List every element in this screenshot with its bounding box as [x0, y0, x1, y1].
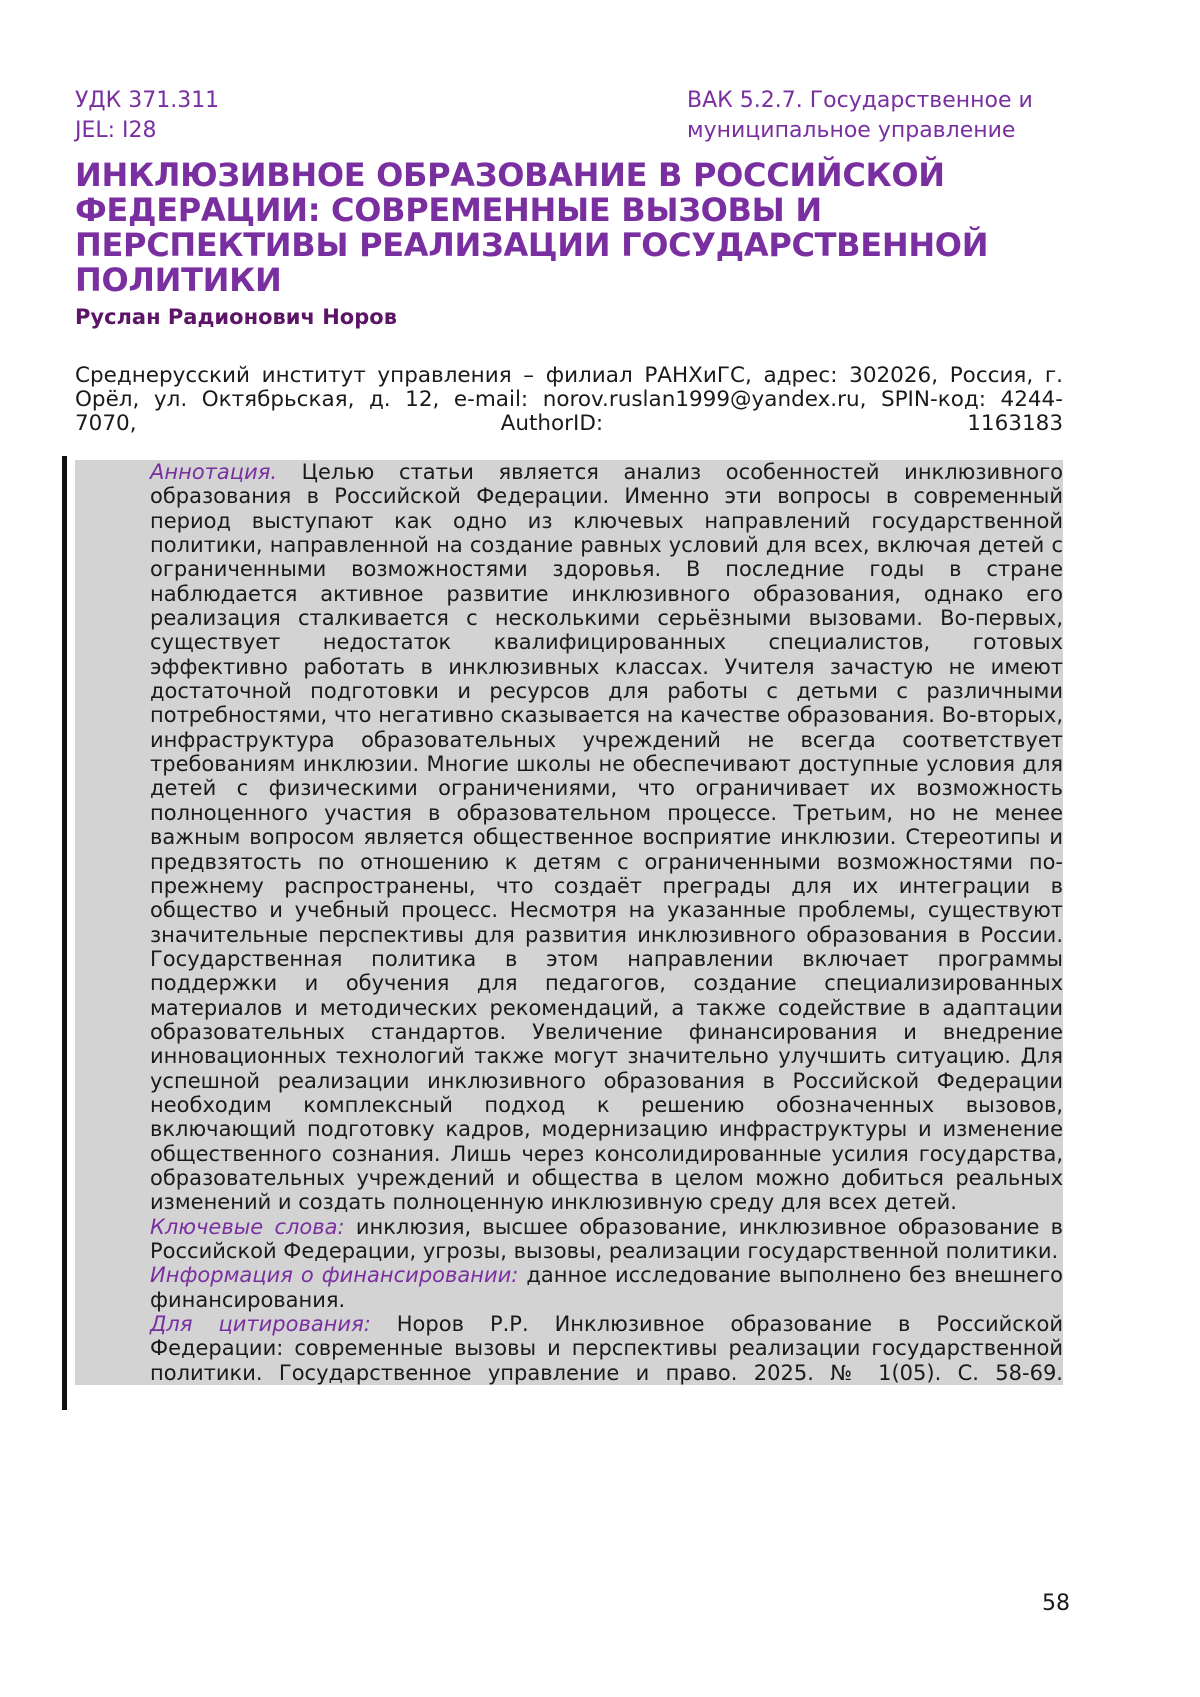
- vak-specialty: [687, 86, 1107, 146]
- citation-paragraph: [75, 1312, 1063, 1385]
- keywords-text: инклюзия, высшее образование, инклюзивное образование в Российской Федерации, угрозы, вызовы, реализации государственной политики.: [150, 1214, 1063, 1263]
- vak-line-2: муниципальное управление: [687, 118, 1016, 143]
- abstract-paragraph: [75, 460, 1063, 1215]
- citation-text: Норов Р.Р. Инклюзивное образование в Российской Федерации: современные вызовы и перспективы реализации государственной политики. Государственное управление и право. 2025. № 1(05). С. 58-69.: [150, 1312, 1064, 1385]
- vak-line-1: ВАК 5.2.7. Государственное и: [687, 88, 1033, 113]
- abstract-left-bar: [62, 456, 67, 1410]
- classification-codes: [75, 86, 575, 146]
- udc-code: УДК 371.311: [75, 88, 220, 113]
- abstract-label: Аннотация.: [150, 460, 278, 484]
- funding-label: Информация о финансировании:: [150, 1263, 519, 1288]
- author-name: Руслан Радионович Норов: [75, 305, 397, 329]
- keywords-label: Ключевые слова:: [150, 1214, 345, 1239]
- jel-code: JEL: I28: [75, 118, 157, 143]
- funding-paragraph: [75, 1263, 1063, 1312]
- article-title: ИНКЛЮЗИВНОЕ ОБРАЗОВАНИЕ В РОССИЙСКОЙ ФЕДЕРАЦИИ: СОВРЕМЕННЫЕ ВЫЗОВЫ И ПЕРСПЕКТИВЫ РЕАЛИЗАЦИИ ГОСУДАРСТВЕННОЙ ПОЛИТИКИ: [75, 156, 989, 299]
- abstract-block: [75, 460, 1063, 1385]
- author-affiliation: Среднерусский институт управления – филиал РАНХиГС, адрес: 302026, Россия, г. Орёл, ул. Октябрьская, д. 12, e-mail: norov.ruslan1999@yandex.ru, SPIN-код: 4244-7070, AuthorID: 1163183: [75, 363, 1063, 436]
- abstract-text: Целью статьи является анализ особенностей инклюзивного образования в Российской Федерации. Именно эти вопросы в современный период выступают как одно из ключевых направлений государственной политики, направленной на создание равных условий для всех, включая детей с ограниченными возможностями здоровья. В последние годы в стране наблюдается активное развитие инклюзивного образования, однако его реализация сталкивается с несколькими серьёзными вызовами. Во-первых, существует недостаток квалифицированных специалистов, готовых эффективно работать в инклюзивных классах. Учителя зачастую не имеют достаточной подготовки и ресурсов для работы с детьми с различными потребностями, что негативно сказывается на качестве образования. Во-вторых, инфраструктура образовательных учреждений не всегда соответствует требованиям инклюзии. Многие школы не обеспечивают доступные условия для детей с физическими ограничениями, что ограничивает их возможность полноценного участия в образовательном процессе. Третьим, но не менее важным вопросом является общественное восприятие инклюзии. Стереотипы и предвзятость по отношению к детям с ограниченными возможностями по-прежнему распространены, что создаёт преграды для их интеграции в общество и учебный процесс. Несмотря на указанные проблемы, существуют значительные перспективы для развития инклюзивного образования в России. Государственная политика в этом направлении включает программы поддержки и обучения для педагогов, создание специализированных материалов и методических рекомендаций, а также содействие в адаптации образовательных стандартов. Увеличение финансирования и внедрение инновационных технологий также могут значительно улучшить ситуацию. Для успешной реализации инклюзивного образования в Российской Федерации необходим комплексный подход к решению обозначенных вызовов, включающий подготовку кадров, модернизацию инфраструктуры и изменение общественного сознания. Лишь через консолидированные усилия государства, образовательных учреждений и общества в целом можно добиться реальных изменений и создать полноценную инклюзивную среду для всех детей.: [150, 460, 1063, 1215]
- citation-label: Для цитирования:: [150, 1312, 371, 1337]
- keywords-paragraph: [75, 1215, 1063, 1264]
- page-number: 58: [1042, 1591, 1070, 1616]
- funding-text: данное исследование выполнено без внешнего финансирования.: [150, 1263, 1063, 1312]
